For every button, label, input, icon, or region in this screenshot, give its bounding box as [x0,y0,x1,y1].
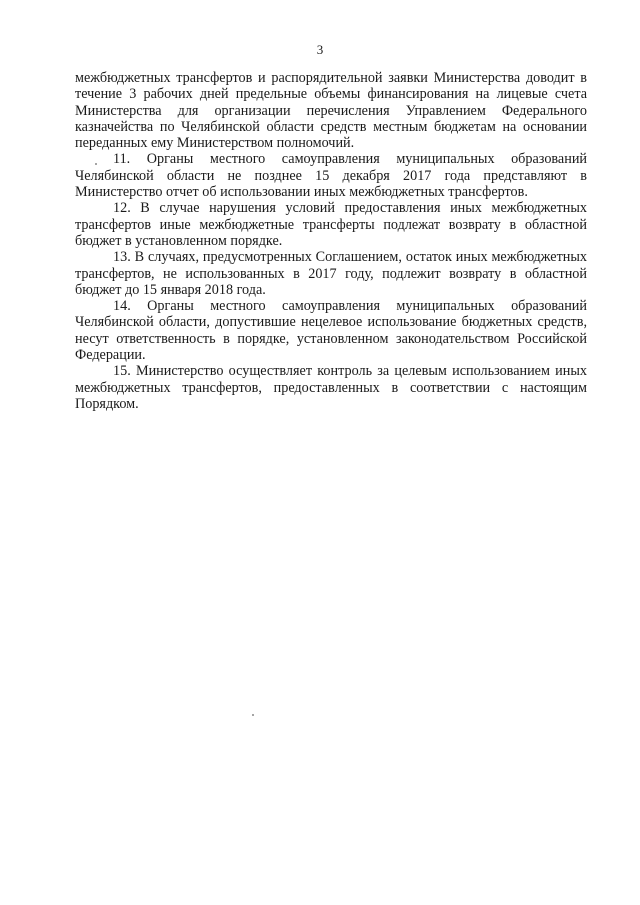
paragraph-14: 14. Органы местного самоуправления муниципальных образований Челябинской области, допустившие нецелевое использование бюджетных средств, несут ответственность в порядке, установленном законодательством Российской Федерации. [75,298,587,364]
paragraph-15: 15. Министерство осуществляет контроль за целевым использованием иных межбюджетных трансфертов, предоставленных в соответствии с настоящим Порядком. [75,363,587,412]
paragraph-continuation: межбюджетных трансфертов и распорядительной заявки Министерства доводит в течение 3 рабочих дней предельные объемы финансирования на лицевые счета Министерства для организации перечисления Управлением Федерального казначейства по Челябинской области средств местным бюджетам на основании переданных ему Министерством полномочий. [75,70,587,152]
paragraph-12: 12. В случае нарушения условий предоставления иных межбюджетных трансфертов иные межбюджетные трансферты подлежат возврату в областной бюджет в установленном порядке. [75,200,587,249]
page-number: 3 [316,42,324,57]
scan-speck [252,714,254,716]
document-body [75,70,587,412]
paragraph-11: 11. Органы местного самоуправления муниципальных образований Челябинской области не позднее 15 декабря 2017 года представляют в Министерство отчет об использовании иных межбюджетных трансфертов. [75,151,587,201]
paragraph-13: 13. В случаях, предусмотренных Соглашением, остаток иных межбюджетных трансфертов, не использованных в 2017 году, подлежит возврату в областной бюджет до 15 января 2018 года. [75,249,587,298]
scan-speck [95,163,97,165]
